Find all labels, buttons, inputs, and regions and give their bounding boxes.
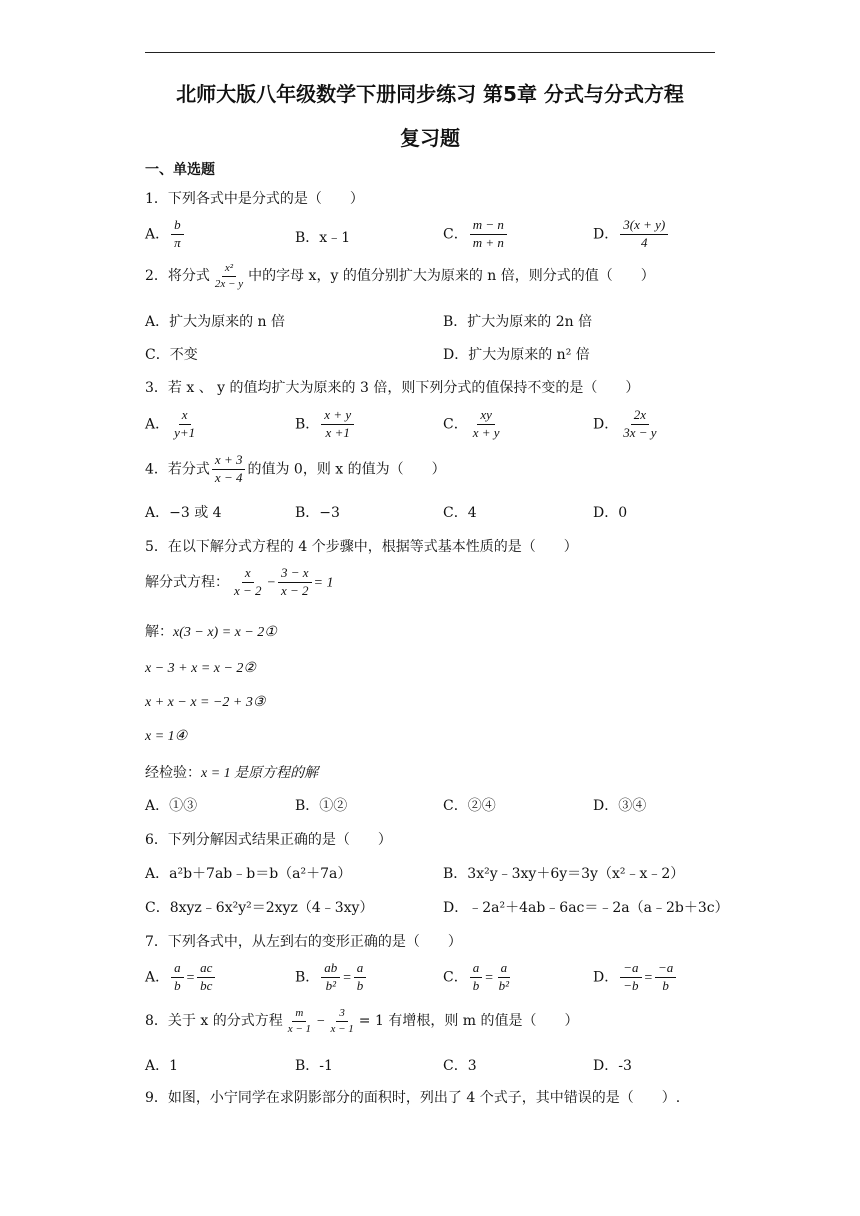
q2-option-b: B．扩大为原来的 2n 倍 bbox=[443, 314, 593, 330]
q4-fraction: $\frac{x + 3}{x - 4}$ bbox=[212, 453, 246, 486]
q8-option-c: C．3 bbox=[443, 1058, 477, 1074]
q3-a-fraction: $\frac{x}{y+1}$ bbox=[174, 407, 196, 440]
q4-stem: 4．若分式 $\frac{x + 3}{x - 4}$ 的值为 0，则 x 的值为（ ） bbox=[145, 452, 446, 485]
q3-option-d: D． $\frac{2x}{3x - y}$ bbox=[593, 408, 662, 441]
q5-step-3: x + x − x = −2 + 3③ bbox=[145, 695, 266, 710]
q6-option-b: B．3x²y﹣3xy＋6y＝3y（x²﹣x﹣2） bbox=[443, 866, 685, 882]
q7-a-left: $\frac{a}{b}$ bbox=[171, 961, 184, 994]
page-subtitle: 复习题 bbox=[400, 126, 460, 150]
q3-d-fraction: $\frac{2x}{3x - y}$ bbox=[623, 407, 657, 440]
q4-option-b: B．−3 bbox=[295, 505, 340, 521]
q8-option-b: B．-1 bbox=[295, 1058, 333, 1074]
q8-option-a: A．1 bbox=[145, 1058, 179, 1074]
q1-option-b: B．x﹣1 bbox=[295, 230, 351, 246]
q7-b-right: $\frac{a}{b}$ bbox=[354, 961, 367, 994]
q7-option-d: D． $\frac{-a}{-b}$ = $\frac{-a}{b}$ bbox=[593, 961, 678, 994]
q1-d-fraction: $\frac{3(x + y)}{4}$ bbox=[620, 218, 668, 251]
q5-fraction-2: $\frac{3 - x}{x - 2}$ bbox=[278, 566, 312, 599]
q9-stem: 9．如图，小宁同学在求阴影部分的面积时，列出了 4 个式子，其中错误的是（ ）. bbox=[145, 1090, 681, 1106]
section-heading: 一、单选题 bbox=[145, 162, 215, 178]
q2-stem: 2．将分式 $\frac{\text{x²}}{2x - y}$ 中的字母 x，y 的值分别扩大为原来的 n 倍，则分式的值（ ） bbox=[145, 262, 655, 290]
q5-option-c: C．②④ bbox=[443, 798, 496, 814]
q2-option-a: A．扩大为原来的 n 倍 bbox=[145, 314, 286, 330]
q2-option-d: D．扩大为原来的 n² 倍 bbox=[443, 347, 590, 363]
q7-d-right: $\frac{-a}{b}$ bbox=[655, 961, 676, 994]
q3-stem: 3．若 x 、 y 的值均扩大为原来的 3 倍，则下列分式的值保持不变的是（ ） bbox=[145, 380, 640, 396]
q7-option-c: C． $\frac{a}{b}$ = $\frac{a}{\text{b²}}$ bbox=[443, 961, 514, 994]
q2-fraction: $\frac{\text{x²}}{2x - y}$ bbox=[214, 262, 244, 290]
q1-option-c: C． $\frac{m - n}{m + n}$ bbox=[443, 218, 509, 251]
q5-check: 经检验：x = 1 是原方程的解 bbox=[145, 765, 319, 781]
q4-option-d: D．0 bbox=[593, 505, 628, 521]
header-rule bbox=[145, 52, 715, 53]
q3-c-fraction: $\frac{xy}{x + y}$ bbox=[472, 407, 500, 440]
q6-option-c: C．8xyz﹣6x²y²＝2xyz（4﹣3xy） bbox=[145, 900, 374, 916]
q3-option-b: B． $\frac{x + y}{x +1}$ bbox=[295, 408, 356, 441]
q4-option-c: C．4 bbox=[443, 505, 477, 521]
q5-fraction-1: $\frac{x}{x - 2}$ bbox=[234, 565, 262, 598]
q6-option-d: D．﹣2a²＋4ab﹣6ac＝﹣2a（a﹣2b＋3c） bbox=[443, 900, 729, 916]
q5-equation: 解分式方程： $\frac{x}{x - 2}$ − $\frac{3 - x}{x - 2}$ = 1 bbox=[145, 565, 334, 598]
q1-stem: 1．下列各式中是分式的是（ ） bbox=[145, 191, 364, 207]
q8-fraction-1: $\frac{m}{x - 1}$ bbox=[287, 1007, 312, 1035]
q3-option-c: C． $\frac{xy}{x + y}$ bbox=[443, 408, 505, 441]
q1-option-d: D． $\frac{3(x + y)}{4}$ bbox=[593, 218, 670, 251]
q7-option-a: A． $\frac{a}{b}$ = $\frac{ac}{bc}$ bbox=[145, 961, 217, 994]
q7-b-left: $\frac{ab}{\text{b²}}$ bbox=[321, 961, 340, 994]
q5-option-d: D．③④ bbox=[593, 798, 647, 814]
q7-c-left: $\frac{a}{b}$ bbox=[470, 961, 483, 994]
page-title: 北师大版八年级数学下册同步练习 第5章 分式与分式方程 bbox=[176, 82, 684, 106]
q5-step-2: x − 3 + x = x − 2② bbox=[145, 661, 256, 676]
q8-stem: 8．关于 x 的分式方程 $\frac{m}{x - 1}$ − $\frac{3}{x - 1}$ = 1 有增根，则 m 的值是（ ） bbox=[145, 1007, 579, 1035]
q7-option-b: B． $\frac{ab}{\text{b²}}$ = $\frac{a}{b}$ bbox=[295, 961, 368, 994]
q5-stem: 5．在以下解分式方程的 4 个步骤中，根据等式基本性质的是（ ） bbox=[145, 539, 578, 555]
q5-option-b: B．①② bbox=[295, 798, 348, 814]
q3-option-a: A． $\frac{x}{y+1}$ bbox=[145, 408, 200, 441]
q1-a-fraction: $\frac{b}{\pi}$ bbox=[171, 218, 184, 251]
q4-option-a: A．−3 或 4 bbox=[145, 505, 222, 521]
q5-step-1: 解：x(3 − x) = x − 2① bbox=[145, 624, 277, 640]
q7-a-right: $\frac{ac}{bc}$ bbox=[197, 961, 215, 994]
q6-stem: 6．下列分解因式结果正确的是（ ） bbox=[145, 832, 392, 848]
q1-option-a: A． $\frac{b}{\pi}$ bbox=[145, 218, 186, 251]
q8-fraction-2: $\frac{3}{x - 1}$ bbox=[330, 1007, 354, 1035]
q8-option-d: D．-3 bbox=[593, 1058, 632, 1074]
q2-option-c: C．不变 bbox=[145, 347, 198, 363]
q5-option-a: A．①③ bbox=[145, 798, 198, 814]
q3-b-fraction: $\frac{x + y}{x +1}$ bbox=[321, 408, 354, 441]
q7-stem: 7．下列各式中，从左到右的变形正确的是（ ） bbox=[145, 934, 462, 950]
q6-option-a: A．a²b＋7ab﹣b＝b（a²＋7a） bbox=[145, 866, 352, 882]
q7-c-right: $\frac{a}{\text{b²}}$ bbox=[498, 960, 510, 993]
q5-step-4: x = 1④ bbox=[145, 729, 188, 744]
q7-d-left: $\frac{-a}{-b}$ bbox=[620, 961, 641, 994]
q1-c-fraction: $\frac{m - n}{m + n}$ bbox=[470, 218, 507, 251]
